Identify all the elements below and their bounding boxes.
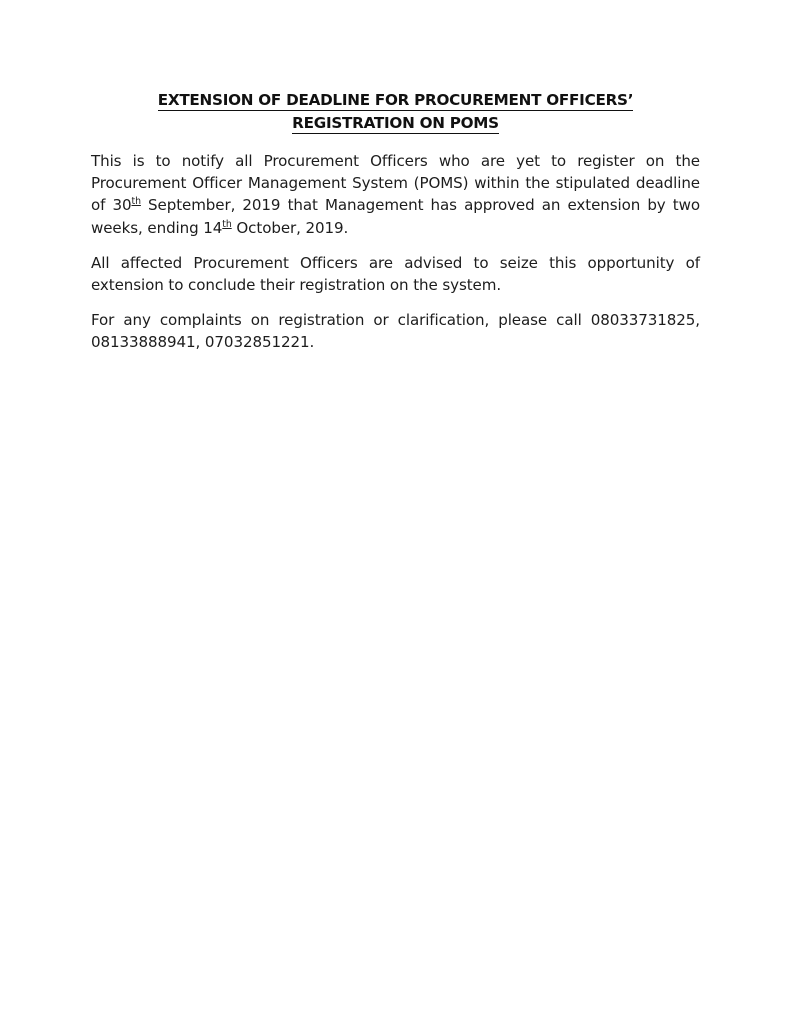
ordinal-suffix-14th: th — [222, 218, 232, 230]
ordinal-suffix-30th: th — [131, 196, 141, 208]
title-line-2-text: REGISTRATION ON POMS — [292, 113, 499, 132]
notice-paragraph — [91, 150, 700, 239]
advice-paragraph: All affected Procurement Officers are advised to seize this opportunity of extension to conclude their registration on the system. — [91, 253, 700, 295]
notice-paragraph-part-2: September, 2019 that Management has approved an extension by two weeks, ending 14 — [91, 196, 700, 237]
notice-paragraph-part-1: This is to notify all Procurement Officers who are yet to register on the Procurement Officer Management System (POMS) within the stipulated deadline of 30 — [91, 152, 700, 215]
notice-paragraph-part-3: October, 2019. — [231, 218, 349, 237]
title-line-2 — [91, 112, 700, 135]
page-title — [91, 89, 700, 134]
title-line-1 — [91, 89, 700, 112]
document-content — [91, 89, 700, 354]
title-line-1-text: EXTENSION OF DEADLINE FOR PROCUREMENT OFFICERS’ — [157, 91, 634, 109]
contact-paragraph: For any complaints on registration or clarification, please call 08033731825, 08133888941, 07032851221. — [91, 311, 700, 352]
